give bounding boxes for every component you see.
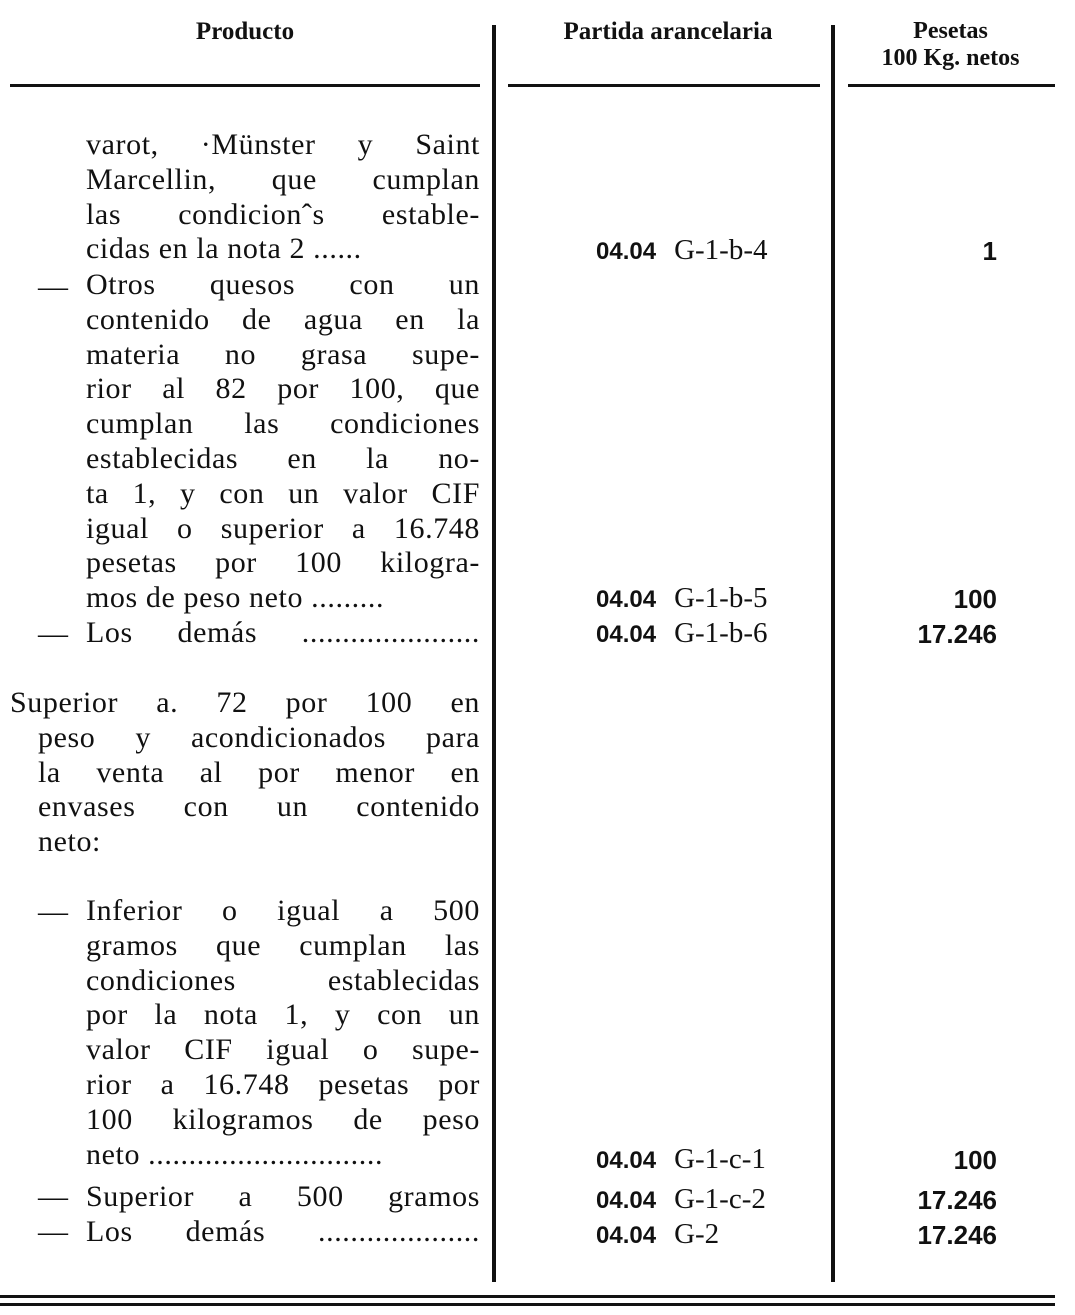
price-value: 100 [953, 1145, 997, 1175]
product-text-line: rior a 16.748 pesetas por [86, 1068, 480, 1101]
tariff-code: 04.04 G-1-b-6 [596, 617, 768, 649]
product-text-line: Superior a 500 gramos [86, 1180, 480, 1213]
product-text-line: neto ............................. [86, 1137, 384, 1171]
header-partida: Partida arancelaria [563, 18, 773, 45]
product-text-line: las condicionˆs estable- [86, 197, 480, 231]
product-text-line: igual o superior a 16.748 [86, 511, 480, 545]
product-text-line: Superior a. 72 por 100 en [10, 686, 480, 719]
dash-marker: — [38, 1180, 68, 1213]
header-pesetas-line1: Pesetas [913, 18, 988, 44]
product-text-line: pesetas por 100 kilogra- [86, 546, 480, 580]
product-text-line: cumplan las condiciones [86, 407, 480, 441]
price-value: 1 [982, 236, 997, 266]
product-text-line: gramos que cumplan las [86, 928, 480, 962]
product-text-line: materia no grasa supe- [86, 337, 480, 371]
product-text-line: 100 kilogramos de peso [86, 1102, 480, 1136]
product-text-line: envases con un contenido [38, 790, 480, 824]
product-text-line: establecidas en la no- [86, 442, 480, 475]
header-pesetas [848, 18, 1053, 72]
product-text-line: neto: [38, 825, 101, 859]
product-text-line: condiciones establecidas [86, 963, 480, 997]
header-rule-pesetas [848, 84, 1055, 87]
product-text-line: por la nota 1, y con un [86, 998, 480, 1032]
column-divider-2 [831, 25, 835, 1282]
product-text-line: Marcellin, que cumplan [86, 162, 480, 196]
dash-marker: — [38, 617, 68, 650]
product-text-line: Otros quesos con un [86, 268, 480, 301]
tariff-code: 04.04 G-2 [596, 1218, 720, 1250]
product-text-line: rior al 82 por 100, que [86, 372, 480, 406]
dash-marker: — [38, 270, 68, 303]
price-value: 17.246 [917, 1185, 997, 1215]
product-text-line: varot, ·Münster y Saint [86, 128, 480, 161]
tariff-code: 04.04 G-1-b-5 [596, 582, 768, 614]
product-text-line: mos de peso neto ......... [86, 581, 385, 615]
column-divider-1 [492, 25, 496, 1282]
product-text-line: peso y acondicionados para [38, 720, 480, 754]
tariff-code: 04.04 G-1-c-2 [596, 1183, 766, 1215]
product-text-line: Los demás .................... [86, 1215, 480, 1248]
dash-marker: — [38, 895, 68, 928]
tariff-code: 04.04 G-1-c-1 [596, 1143, 766, 1175]
product-text-line: Los demás ...................... [86, 616, 480, 649]
tariff-code: 04.04 G-1-b-4 [596, 234, 768, 266]
price-value: 17.246 [917, 1220, 997, 1250]
product-text-line: Inferior o igual a 500 [86, 894, 480, 927]
product-text-line: contenido de agua en la [86, 302, 480, 336]
header-rule-partida [508, 84, 820, 87]
price-value: 17.246 [917, 619, 997, 649]
header-rule-producto [10, 84, 480, 87]
bottom-rule-1 [0, 1295, 1055, 1298]
product-text-line: ta 1, y con un valor CIF [86, 476, 480, 510]
bottom-rule-2 [0, 1303, 1055, 1306]
price-value: 100 [953, 584, 997, 614]
header-pesetas-line2: 100 Kg. netos [881, 45, 1020, 71]
header-producto: Producto [195, 18, 295, 45]
product-text-line: valor CIF igual o supe- [86, 1033, 480, 1067]
product-text-line: cidas en la nota 2 ...... [86, 232, 362, 266]
product-text-line: la venta al por menor en [38, 755, 480, 789]
dash-marker: — [38, 1215, 68, 1248]
